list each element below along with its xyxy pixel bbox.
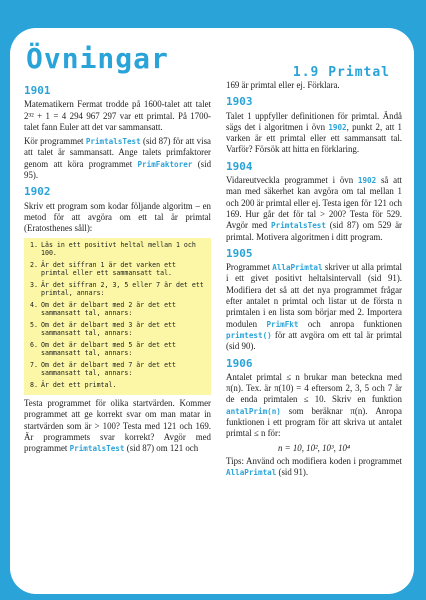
code-ref: AllaPrimtal: [272, 263, 323, 273]
algorithm-step: 7. Om det är delbart med 7 är det ett sammansatt tal, annars:: [30, 360, 176, 377]
text: (sid 87) om 121 och: [124, 443, 199, 454]
code-ref: 1902: [328, 122, 347, 132]
algorithm-step: 1. Läs in ett positivt heltal mellan 1 och 100.: [30, 240, 196, 257]
exercise-number: 1902: [24, 185, 51, 199]
code-ref: PrimtalsTest: [69, 444, 125, 454]
algorithm-step: 5. Om det är delbart med 3 är det ett sammansatt tal, annars:: [30, 320, 176, 337]
text: Tips: Använd och modifiera koden i programmet: [226, 455, 402, 466]
text: (sid 95).: [24, 158, 211, 181]
code-ref: AllaPrimtal: [226, 468, 277, 478]
code-ref: antalPrim(n): [226, 406, 281, 416]
text: skriver ut alla primtal i ett givet positivt heltalsintervall (sid 91). Modifiera det så att det nya programmet frågar efter antalet n primtal och listar ut de första n primtalen i en lista som börjar med 2. Importera modulen: [226, 262, 402, 329]
algorithm-box: [24, 238, 211, 396]
code-ref: PrimFaktorer: [137, 159, 193, 169]
exercise-number: 1904: [226, 159, 253, 173]
paragraph: [226, 175, 402, 243]
paragraph: Matematikern Fermat trodde på 1600-talet att talet 2³² + 1 = 4 294 967 297 var ett primtal. På 1700-talet fann Euler att det var sammansatt.: [24, 99, 211, 132]
text: Programmet: [226, 262, 273, 273]
code-ref: PrimFkt: [266, 319, 299, 329]
paragraph: [24, 398, 211, 454]
exercise-number: 1903: [226, 95, 253, 109]
text: och anropa funktionen: [298, 318, 402, 329]
text: Talet 1 uppfyller definitionen för primtal. Ändå sägs det i algoritmen i övn: [226, 110, 402, 132]
text: (sid 87) om 529 är primtal. Motivera algoritmen i ditt program.: [226, 220, 402, 242]
algorithm-step: 4. Om det är delbart med 2 är det ett sammansatt tal, annars:: [30, 300, 176, 317]
text: som beräknar π(n). Anropa funktionen i ett program för att skriva ut antalet primtal ≤ n för:: [226, 405, 402, 439]
text: Testa programmet för olika startvärden. Kommer programmet att ge korrekt svar om man matar in startvärden som är > 100? Testa med 121 och 169. Är programmets svar korrekt? Avgör med programmet: [24, 398, 211, 454]
left-column: [24, 80, 211, 458]
page-title: Övningar: [26, 42, 169, 75]
paragraph: [226, 456, 402, 479]
page: [10, 28, 414, 594]
exercise-number: 1901: [24, 84, 51, 97]
algorithm-step: 6. Om det är delbart med 5 är det ett sammansatt tal, annars:: [30, 340, 176, 357]
paragraph: 169 är primtal eller ej. Förklara.: [226, 80, 340, 90]
formula: n = 10, 10², 10³, 10⁴: [277, 442, 351, 453]
text: , punkt 2, att 1 varken är ett primtal eller ett sammansatt tal. Varför? Försök att hitta en förklaring.: [226, 121, 402, 155]
text: (sid 87) för att visa att talet är sammansatt. Ange talets primfaktorer genom att köra programmet: [24, 136, 211, 169]
paragraph: [24, 136, 211, 181]
code-ref: 1902: [357, 176, 377, 186]
text: för att avgöra om ett tal är primtal (sid 90).: [226, 329, 402, 352]
text: (sid 91).: [276, 467, 309, 478]
paragraph: [226, 372, 402, 440]
exercise-number: 1905: [226, 246, 253, 260]
text: Vidareutveckla programmet i övn: [226, 175, 358, 186]
text: Kör programmet: [24, 136, 86, 147]
code-ref: PrimtalsTest: [271, 221, 326, 231]
algorithm-step: 8. Är det ett primtal.: [30, 380, 117, 389]
algorithm-step: 2. Är det siffran 1 är det varken ett primtal eller ett sammansatt tal.: [30, 260, 176, 277]
section-title: 1.9 Primtal: [292, 65, 390, 80]
paragraph: [226, 262, 402, 352]
code-ref: PrimtalsTest: [85, 137, 141, 147]
exercise-number: 1906: [226, 356, 253, 370]
text: Antalet primtal ≤ n brukar man beteckna med π(n). Tex. är π(10) = 4 eftersom 2, 3, 5 och 7 är de enda primtalen ≤ 10. Skriv en funktion: [226, 371, 402, 405]
code-ref: primtest(): [226, 330, 272, 340]
algorithm-step: 3. Är det siffran 2, 3, 5 eller 7 är det ett primtal, annars:: [30, 280, 204, 297]
text: så att man med säkerhet kan avgöra om tal mellan 1 och 200 är primtal eller ej. Testa igen för 121 och 169. Hur går det för tal > 200? Testa för 529. Avgör med: [226, 175, 403, 231]
paragraph: Skriv ett program som kodar följande algoritm – en metod för att avgöra om ett tal är primtal (Eratosthenes såll):: [24, 200, 211, 234]
paragraph: [226, 111, 402, 156]
right-column: [226, 80, 402, 482]
